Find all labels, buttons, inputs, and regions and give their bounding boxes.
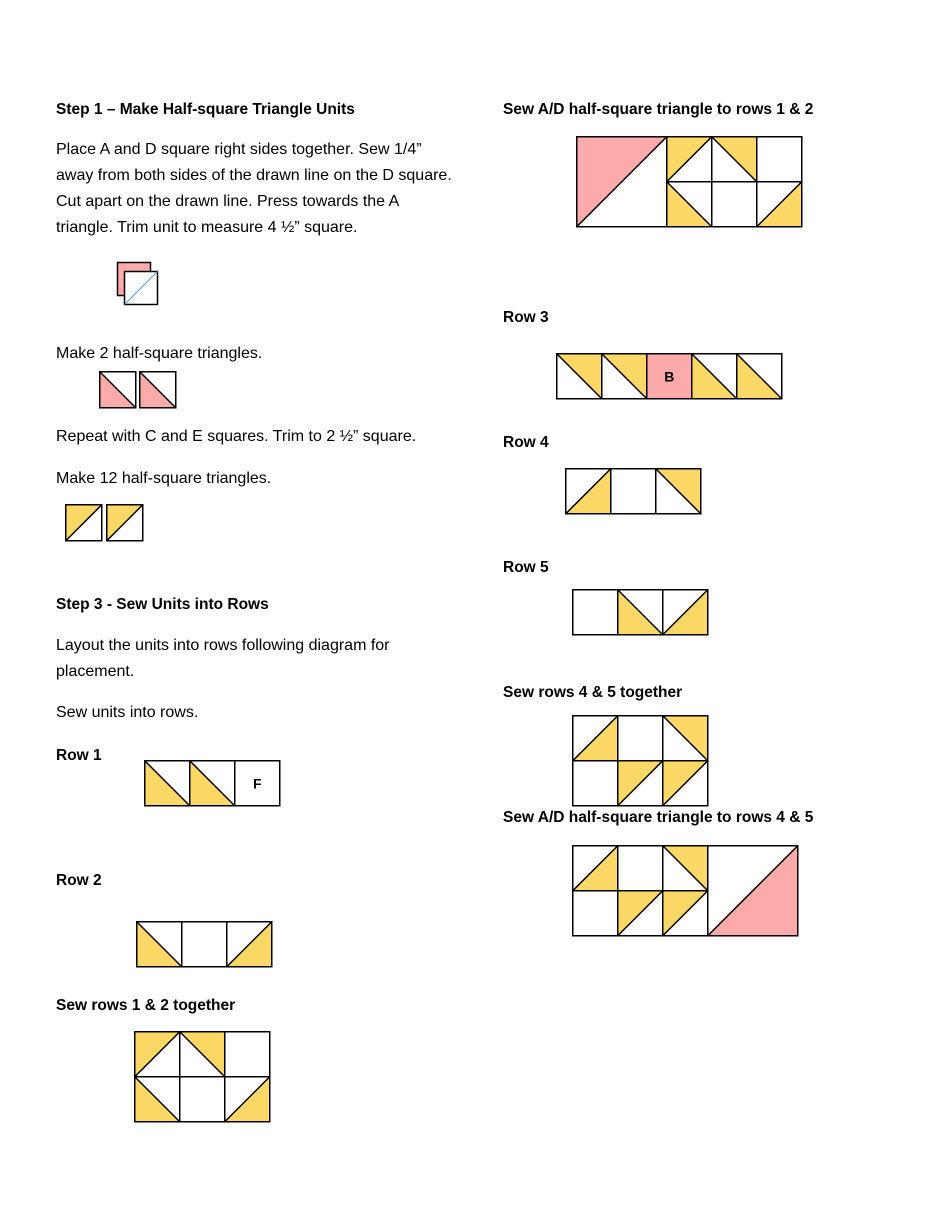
blank-square bbox=[182, 922, 227, 967]
repeat-ce-text: Repeat with C and E squares. Trim to 2 ½” square. bbox=[56, 428, 417, 445]
row1-label: Row 1 bbox=[56, 747, 102, 764]
step3-layout-text: Layout the units into rows following diagram for placement. bbox=[56, 637, 390, 680]
make-12-hst-text: Make 12 half-square triangles. bbox=[56, 470, 272, 487]
blank-square bbox=[573, 891, 618, 936]
row5-diagram bbox=[572, 589, 708, 635]
block-svg bbox=[136, 921, 272, 967]
blank-square bbox=[712, 182, 757, 227]
row3-diagram bbox=[556, 353, 781, 398]
block-svg bbox=[572, 845, 797, 935]
blank-square bbox=[573, 761, 618, 806]
blank-square bbox=[611, 469, 656, 514]
block-letter: B bbox=[664, 368, 675, 385]
ad-square-overlap-diagram bbox=[112, 258, 164, 310]
step1-heading: Step 1 – Make Half-square Triangle Units bbox=[56, 101, 355, 118]
row4-label: Row 4 bbox=[503, 434, 549, 451]
sew-ad-rows-45-label: Sew A/D half-square triangle to rows 4 & 5 bbox=[503, 809, 814, 826]
block-svg bbox=[565, 468, 700, 514]
rows-12-joined-diagram bbox=[134, 1031, 270, 1121]
sew-ad-rows-12-label: Sew A/D half-square triangle to rows 1 & 2 bbox=[503, 101, 814, 118]
blank-square bbox=[573, 590, 618, 635]
block-svg bbox=[99, 371, 175, 407]
ad-hst-with-rows-45-diagram bbox=[572, 845, 797, 935]
row4-diagram bbox=[565, 468, 700, 514]
sew-rows-12-label: Sew rows 1 & 2 together bbox=[56, 997, 236, 1014]
sew-rows-45-label: Sew rows 4 & 5 together bbox=[503, 684, 683, 701]
block-svg bbox=[576, 136, 801, 226]
step3-sew-text: Sew units into rows. bbox=[56, 704, 199, 721]
row5-label: Row 5 bbox=[503, 559, 549, 576]
row3-label: Row 3 bbox=[503, 309, 549, 326]
make-2-hst-text: Make 2 half-square triangles. bbox=[56, 345, 263, 362]
row2-label: Row 2 bbox=[56, 872, 102, 889]
blank-square bbox=[180, 1077, 225, 1122]
row1-diagram bbox=[144, 760, 281, 805]
row2-diagram bbox=[136, 921, 272, 967]
step3-heading: Step 3 - Sew Units into Rows bbox=[56, 596, 269, 613]
block-svg bbox=[134, 1031, 270, 1121]
hst-pink-pair bbox=[99, 371, 175, 407]
blank-square bbox=[757, 137, 802, 182]
step1-instructions: Place A and D square right sides together. Sew 1/4” away from both sides of the drawn line on the D square. Cut apart on the drawn line. Press towards the A triangle. Trim unit to measure 4 ½” square. bbox=[56, 141, 452, 236]
ad-hst-with-rows-12-diagram bbox=[576, 136, 801, 226]
block-svg bbox=[144, 760, 281, 805]
rows-45-joined-diagram bbox=[572, 715, 708, 805]
block-svg bbox=[65, 504, 142, 540]
block-svg bbox=[572, 589, 708, 635]
blank-square bbox=[618, 846, 663, 891]
block-svg bbox=[556, 353, 781, 398]
block-svg bbox=[572, 715, 708, 805]
block-letter: F bbox=[252, 775, 262, 792]
hst-yellow-pair bbox=[65, 504, 142, 540]
blank-square bbox=[618, 716, 663, 761]
blank-square bbox=[225, 1032, 270, 1077]
